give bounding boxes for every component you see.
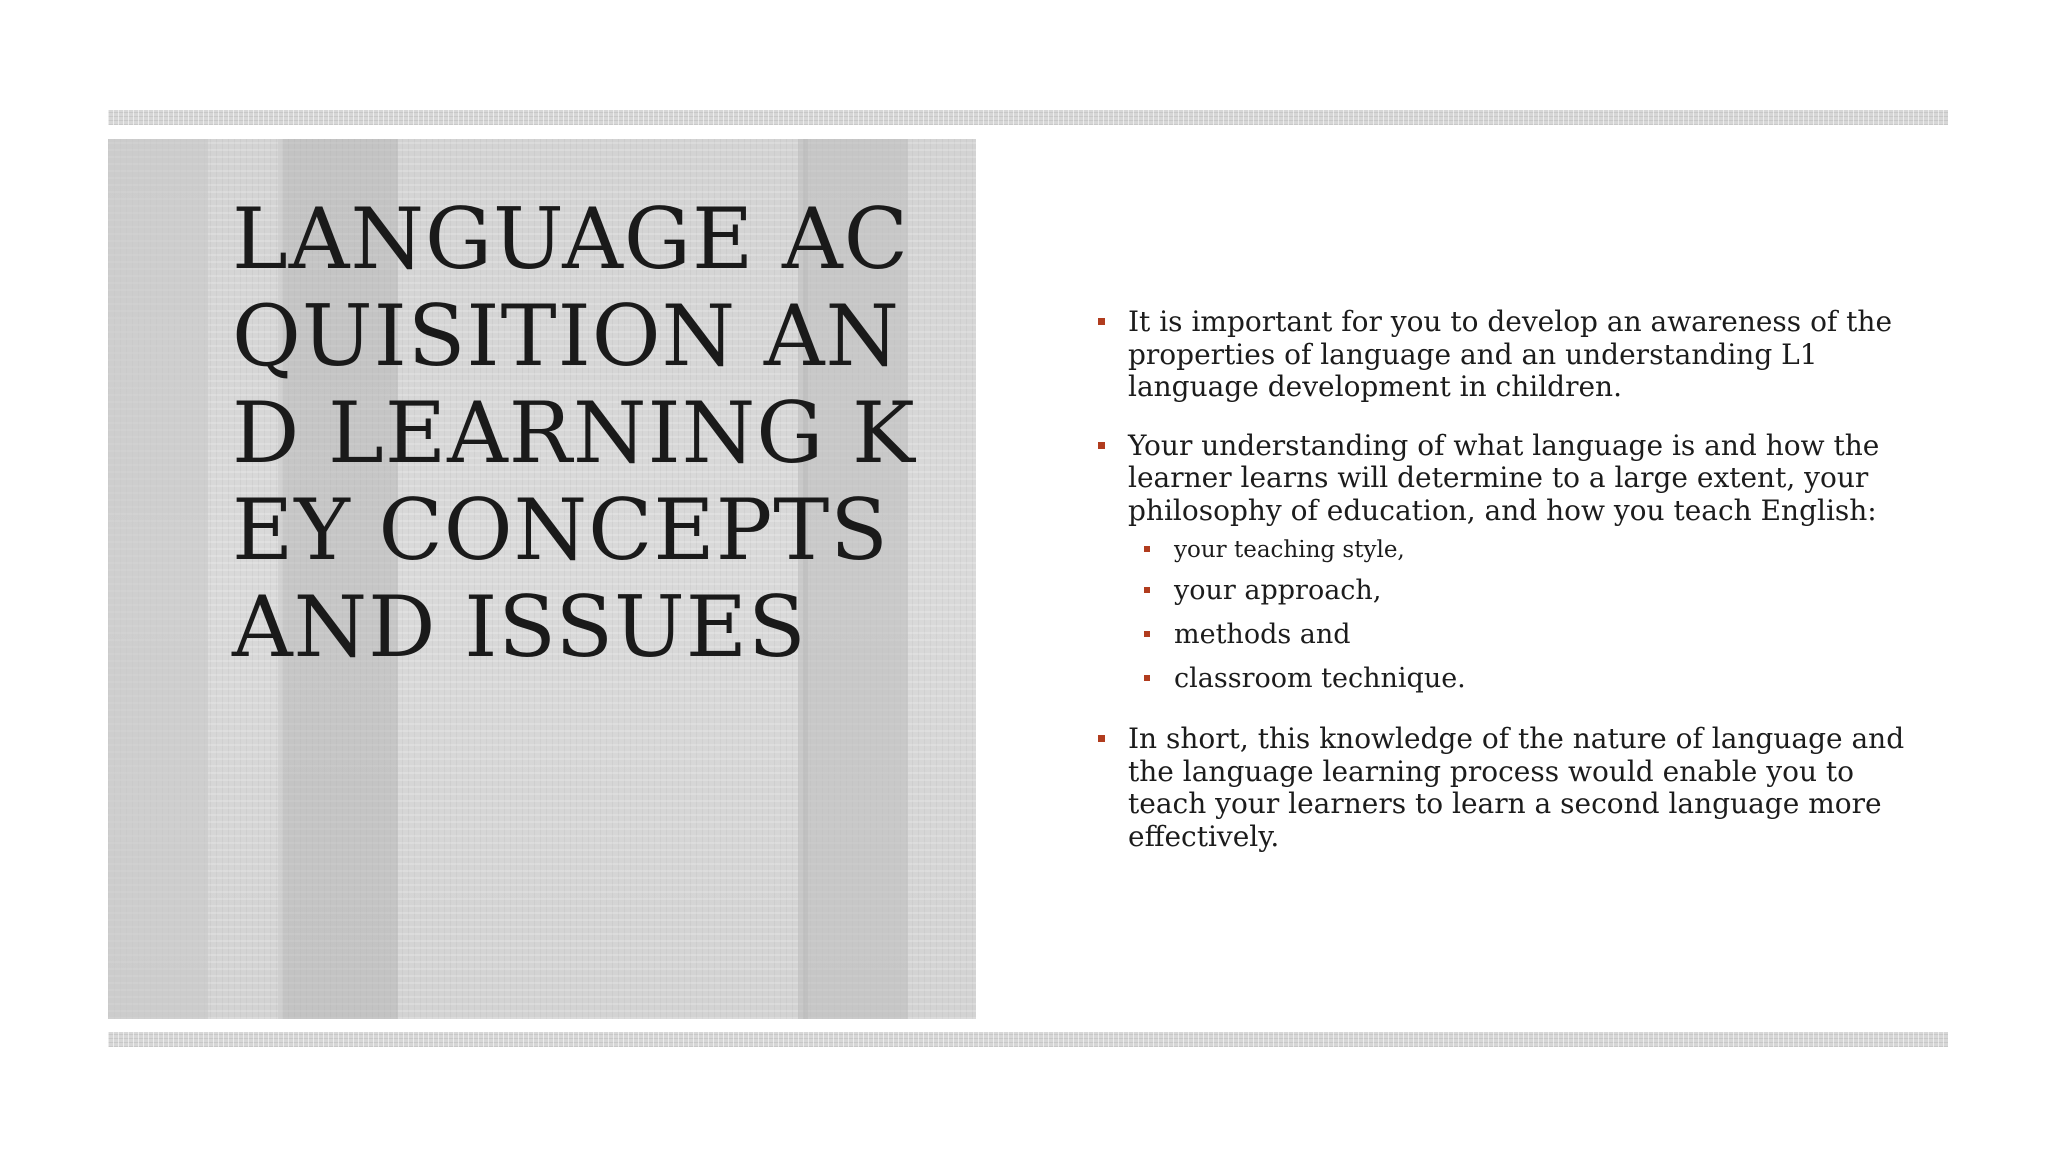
sub-bullet-item	[1128, 573, 1938, 609]
bullet-item	[1098, 723, 1938, 853]
bullet-item	[1098, 306, 1938, 404]
bullet-marker-icon	[1098, 318, 1105, 325]
sub-bullet-marker-icon	[1144, 631, 1150, 637]
bullet-text: It is important for you to develop an awareness of the properties of language and an understanding L1 language development in children.	[1128, 305, 1893, 403]
sub-bullet-text: classroom technique.	[1174, 663, 1466, 694]
bullet-marker-icon	[1098, 442, 1105, 449]
sub-bullet-marker-icon	[1144, 675, 1150, 681]
sub-bullet-list	[1128, 535, 1938, 697]
sub-bullet-marker-icon	[1144, 546, 1150, 552]
bottom-divider	[108, 1032, 1948, 1047]
bullet-item	[1098, 430, 1938, 698]
sub-bullet-item	[1128, 617, 1938, 653]
sub-bullet-text: methods and	[1174, 619, 1351, 650]
sub-bullet-item	[1128, 661, 1938, 697]
sub-bullet-text: your teaching style,	[1174, 537, 1405, 563]
slide-content	[1098, 306, 1938, 879]
bullet-text: In short, this knowledge of the nature of language and the language learning process would enable you to teach your learners to learn a second language more effectively.	[1128, 722, 1905, 853]
bullet-marker-icon	[1098, 735, 1105, 742]
bullet-text: Your understanding of what language is and how the learner learns will determine to a large extent, your philosophy of education, and how you teach English:	[1128, 428, 1880, 527]
title-panel	[108, 139, 976, 1019]
sub-bullet-marker-icon	[1144, 587, 1150, 593]
sub-bullet-text: your approach,	[1174, 575, 1382, 606]
slide-title: LANGUAGE ACQUISITION AND LEARNING KEY CONCEPTS AND ISSUES	[232, 190, 916, 676]
sub-bullet-item	[1128, 535, 1938, 565]
top-divider	[108, 110, 1948, 125]
bullet-list	[1098, 306, 1938, 853]
